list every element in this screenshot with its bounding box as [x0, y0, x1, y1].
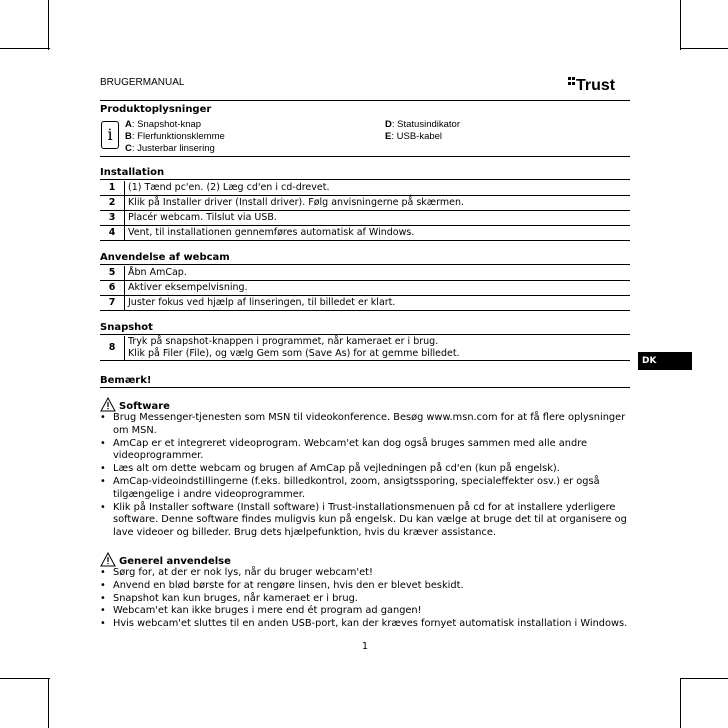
product-info-title: Produktoplysninger	[100, 104, 212, 115]
installation-steps	[100, 181, 630, 241]
step-row: 1 (1) Tænd pc'en. (2) Læg cd'en i cd-drevet.	[100, 181, 630, 196]
warning-icon	[100, 397, 116, 412]
product-info	[100, 118, 630, 157]
trust-logo-icon	[568, 74, 628, 94]
crop-mark	[680, 678, 728, 679]
crop-mark	[0, 678, 50, 679]
step-row: 7 Juster fokus ved hjælp af linseringen, til billedet er klart.	[100, 296, 630, 311]
step-row: 6 Aktiver eksempelvisning.	[100, 281, 630, 296]
crop-mark	[0, 48, 50, 49]
general-title: Generel anvendelse	[119, 555, 231, 567]
step-row: 3 Placér webcam. Tilslut via USB.	[100, 211, 630, 226]
step-row: 4 Vent, til installationen gennemføres automatisk af Windows.	[100, 226, 630, 241]
crop-mark	[680, 678, 681, 728]
snapshot-title: Snapshot	[100, 321, 630, 335]
software-heading	[100, 394, 630, 412]
snapshot-line: Klik på Filer (File), og vælg Gem som (Save As) for at gemme billedet.	[128, 348, 460, 359]
product-item: D: Statusindikator	[385, 119, 460, 130]
crop-mark	[680, 0, 681, 50]
software-title: Software	[119, 401, 170, 412]
crop-mark	[680, 48, 728, 49]
step-row: 8 Tryk på snapshot-knappen i programmet, når kameraet er i brug. Klik på Filer (File), og vælg Gem som (Save As) for at gemme billedet.	[100, 336, 630, 361]
list-item: • Læs alt om dette webcam og brugen af AmCap på vejledningen på cd'en (kun på engelsk).	[100, 463, 630, 476]
usage-steps	[100, 266, 630, 311]
installation-title: Installation	[100, 166, 630, 180]
warning-icon	[100, 552, 116, 567]
general-heading	[100, 549, 630, 567]
list-item: • Webcam'et kan ikke bruges i mere end ét program ad gangen!	[100, 605, 630, 618]
language-tab: DK	[638, 352, 692, 370]
page-header	[100, 72, 630, 101]
manual-page	[100, 72, 630, 631]
product-item: A: Snapshot-knap	[125, 119, 202, 130]
crop-mark	[48, 0, 49, 50]
product-item: B: Flerfunktionsklemme	[125, 131, 225, 142]
brand-name: Trust	[576, 77, 616, 94]
list-item: • Snapshot kan kun bruges, når kameraet er i brug.	[100, 593, 630, 606]
list-item: • Brug Messenger-tjenesten som MSN til videokonference. Besøg www.msn.com for at få flere oplysninger om MSN.	[100, 412, 630, 438]
snapshot-line: Tryk på snapshot-knappen i programmet, når kameraet er i brug.	[128, 336, 439, 347]
software-bullets	[100, 412, 630, 540]
step-row: 2 Klik på Installer driver (Install driver). Følg anvisningerne på skærmen.	[100, 196, 630, 211]
list-item: • AmCap-videoindstillingerne (f.eks. billedkontrol, zoom, ansigtssporing, specialeffekter osv.) er også tilgængelige i andre videoprogrammer.	[100, 476, 630, 502]
product-item: C: Justerbar linsering	[125, 143, 215, 154]
list-item: • Hvis webcam'et sluttes til en anden USB-port, kan der kræves fornyet automatisk installation i Windows.	[100, 618, 630, 631]
crop-mark	[48, 678, 49, 728]
snapshot-steps	[100, 336, 630, 361]
list-item: • Anvend en blød børste for at rengøre linsen, hvis den er blevet beskidt.	[100, 580, 630, 593]
info-icon: i	[101, 121, 119, 149]
note-title: Bemærk!	[100, 374, 630, 388]
product-item: E: USB-kabel	[385, 131, 443, 142]
step-row: 5 Åbn AmCap.	[100, 266, 630, 281]
usage-title: Anvendelse af webcam	[100, 251, 630, 265]
general-bullets	[100, 567, 630, 631]
list-item: • Klik på Installer software (Install software) i Trust-installationsmenuen på cd for at installere yderligere software. Denne software findes muligvis kun på engelsk. Du kan vælge at bruge det til at organisere og lave videoer og billeder. Brug dets hjælpefunktion, hvis du kræver assistance.	[100, 502, 630, 540]
list-item: • AmCap er et integreret videoprogram. Webcam'et kan dog også bruges sammen med alle andre videoprogrammer.	[100, 438, 630, 464]
manual-label: BRUGERMANUAL	[100, 77, 185, 88]
page-number: 1	[361, 641, 369, 652]
list-item: • Sørg for, at der er nok lys, når du bruger webcam'et!	[100, 567, 630, 580]
